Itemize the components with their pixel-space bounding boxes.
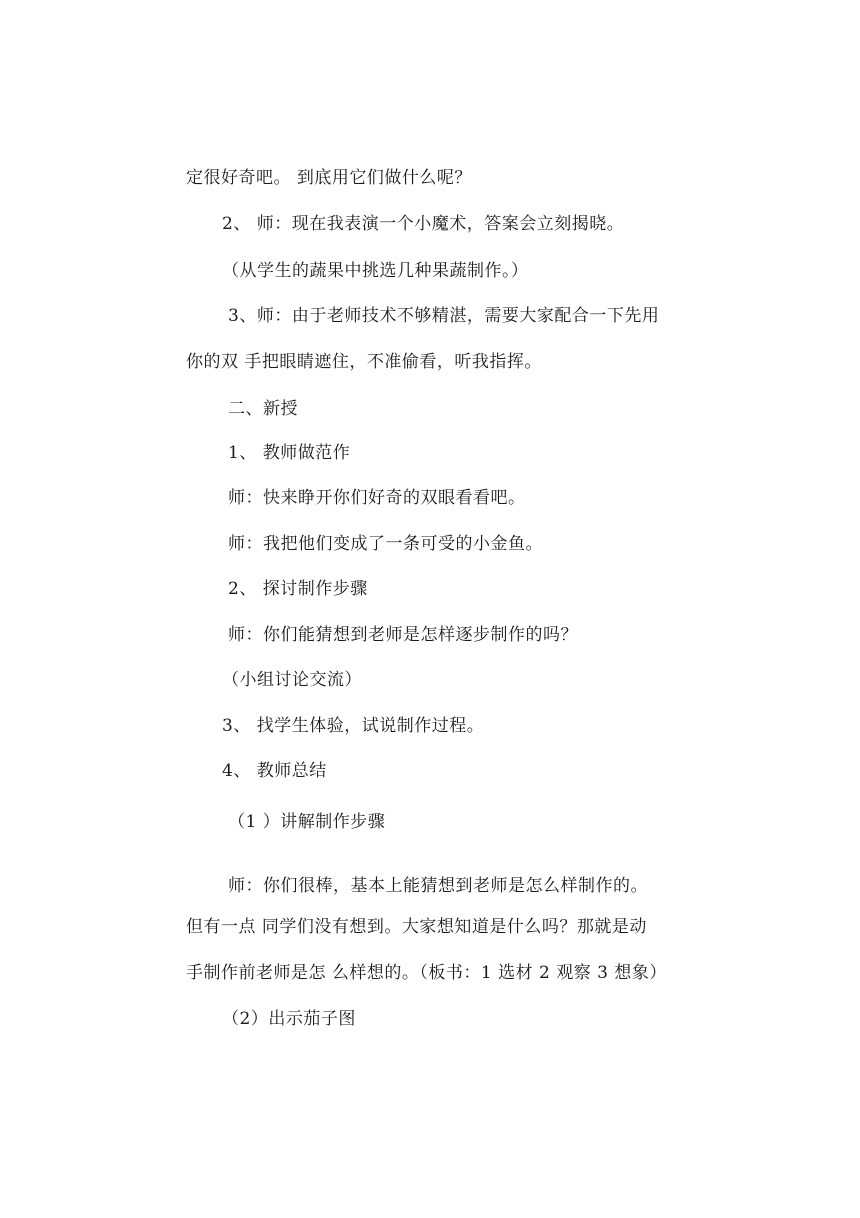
text-line: 4、 教师总结 [222,761,327,781]
text-line: 3、师：由于老师技术不够精湛，需要大家配合一下先用 [228,306,660,326]
text-line: 师：我把他们变成了一条可受的小金鱼。 [228,534,543,554]
text-line: 2、 师：现在我表演一个小魔术，答案会立刻揭晓。 [222,214,625,234]
section-heading: 二、新授 [228,399,298,419]
text-line: （从学生的蔬果中挑选几种果蔬制作。） [222,261,529,281]
text-line: 师：你们很棒，基本上能猜想到老师是怎么样制作的。 [228,876,648,896]
text-line: 2、 探讨制作步骤 [228,579,368,599]
text-line: 手制作前老师是怎 么样想的。（板书：1 选材 2 观察 3 想象） [186,963,667,983]
text-line: 师：快来睁开你们好奇的双眼看看吧。 [228,488,526,508]
text-line: 定很好奇吧。 到底用它们做什么呢？ [186,168,472,188]
text-line: 师：你们能猜想到老师是怎样逐步制作的吗？ [228,625,578,645]
text-line: 1、 教师做范作 [228,443,351,463]
text-line: （2）出示茄子图 [222,1009,356,1029]
text-line: （1 ）讲解制作步骤 [228,812,386,832]
text-line: 你的双 手把眼睛遮住，不准偷看，听我指挥。 [186,352,542,372]
text-line: （小组讨论交流） [222,670,362,690]
text-line: 3、 找学生体验，试说制作过程。 [222,716,485,736]
text-line: 但有一点 同学们没有想到。大家想知道是什么吗？那就是动 [186,917,647,937]
